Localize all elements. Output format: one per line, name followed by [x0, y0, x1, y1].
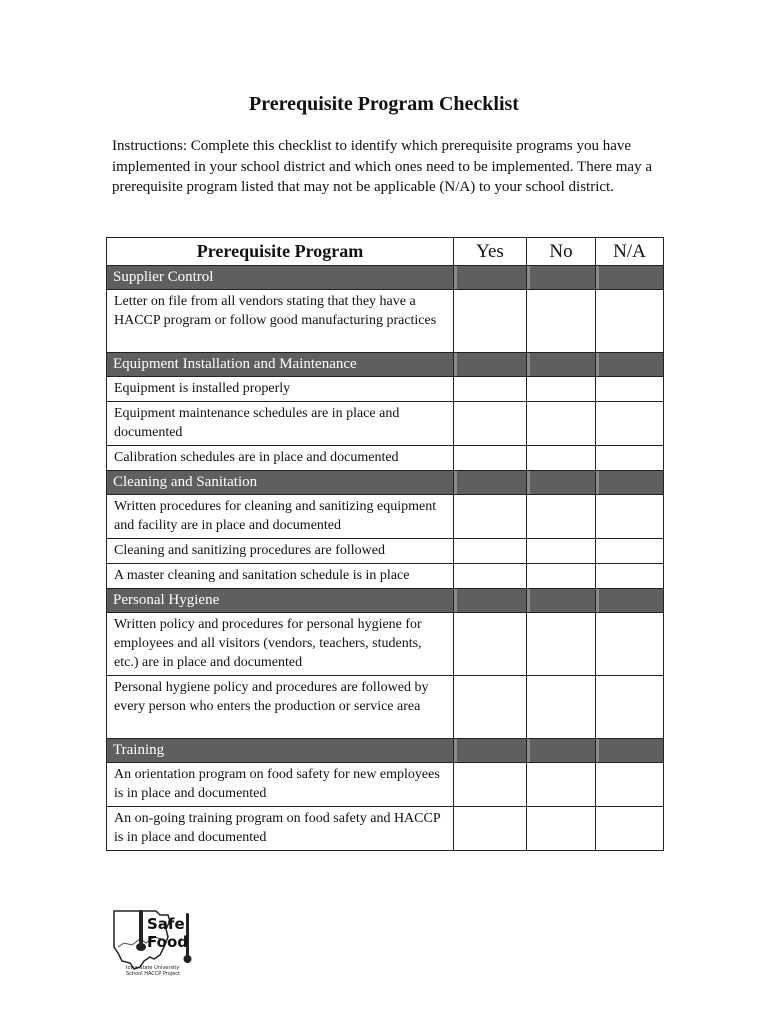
check-cell-no[interactable] [527, 564, 596, 589]
table-row [107, 446, 664, 471]
program-item-label: Written procedures for cleaning and sanitizing equipment and facility are in place and documented [107, 495, 454, 539]
section-row [107, 471, 664, 495]
page-title: Prerequisite Program Checklist [249, 93, 519, 115]
check-cell-no[interactable] [527, 377, 596, 402]
program-item-label: An on-going training program on food safety and HACCP is in place and documented [107, 807, 454, 851]
check-cell-na[interactable] [596, 564, 664, 589]
checklist-body [107, 266, 664, 851]
check-cell-no[interactable] [527, 290, 596, 353]
section-row [107, 739, 664, 763]
check-cell-yes[interactable] [454, 290, 527, 353]
check-cell-yes[interactable] [454, 446, 527, 471]
table-row [107, 377, 664, 402]
logo-word-food: Food [147, 933, 188, 951]
fork-head-icon [136, 943, 146, 951]
program-item-label: Letter on file from all vendors stating that they have a HACCP program or follow good manufacturing practices [107, 290, 454, 353]
section-blank-cell [596, 739, 664, 763]
table-header-row [107, 238, 664, 266]
program-item-label: A master cleaning and sanitation schedule is in place [107, 564, 454, 589]
check-cell-na[interactable] [596, 290, 664, 353]
check-cell-na[interactable] [596, 613, 664, 676]
section-label: Supplier Control [107, 266, 454, 290]
section-blank-cell [596, 353, 664, 377]
checklist-table [106, 237, 664, 851]
section-blank-cell [454, 266, 527, 290]
section-blank-cell [527, 739, 596, 763]
check-cell-na[interactable] [596, 495, 664, 539]
check-cell-na[interactable] [596, 446, 664, 471]
check-cell-na[interactable] [596, 676, 664, 739]
check-cell-yes[interactable] [454, 763, 527, 807]
section-label: Equipment Installation and Maintenance [107, 353, 454, 377]
table-row [107, 495, 664, 539]
program-item-label: Personal hygiene policy and procedures are followed by every person who enters the production or service area [107, 676, 454, 739]
section-blank-cell [454, 589, 527, 613]
check-cell-no[interactable] [527, 676, 596, 739]
check-cell-no[interactable] [527, 495, 596, 539]
check-cell-yes[interactable] [454, 495, 527, 539]
check-cell-na[interactable] [596, 539, 664, 564]
check-cell-yes[interactable] [454, 613, 527, 676]
table-row [107, 676, 664, 739]
check-cell-no[interactable] [527, 539, 596, 564]
check-cell-yes[interactable] [454, 402, 527, 446]
check-cell-no[interactable] [527, 402, 596, 446]
header-prerequisite-program: Prerequisite Program [107, 238, 454, 266]
program-item-label: Cleaning and sanitizing procedures are followed [107, 539, 454, 564]
check-cell-yes[interactable] [454, 676, 527, 739]
logo-caption-line1: Iowa State University [126, 965, 180, 971]
program-item-label: Equipment maintenance schedules are in place and documented [107, 402, 454, 446]
program-item-label: Calibration schedules are in place and documented [107, 446, 454, 471]
check-cell-no[interactable] [527, 446, 596, 471]
fork-icon [139, 910, 143, 944]
table-row [107, 613, 664, 676]
section-blank-cell [596, 266, 664, 290]
table-row [107, 807, 664, 851]
logo-word-safe: Safe [147, 915, 185, 933]
check-cell-na[interactable] [596, 402, 664, 446]
logo-caption-line2: School HACCP Project [126, 971, 180, 977]
check-cell-na[interactable] [596, 377, 664, 402]
section-row [107, 353, 664, 377]
table-row [107, 564, 664, 589]
section-row [107, 589, 664, 613]
section-blank-cell [454, 353, 527, 377]
section-row [107, 266, 664, 290]
section-blank-cell [527, 266, 596, 290]
table-row [107, 290, 664, 353]
check-cell-no[interactable] [527, 807, 596, 851]
check-cell-yes[interactable] [454, 564, 527, 589]
table-row [107, 402, 664, 446]
check-cell-na[interactable] [596, 763, 664, 807]
check-cell-yes[interactable] [454, 807, 527, 851]
section-blank-cell [454, 471, 527, 495]
section-blank-cell [527, 589, 596, 613]
check-cell-yes[interactable] [454, 539, 527, 564]
table-row [107, 763, 664, 807]
section-blank-cell [596, 471, 664, 495]
section-blank-cell [596, 589, 664, 613]
check-cell-no[interactable] [527, 763, 596, 807]
section-label: Cleaning and Sanitation [107, 471, 454, 495]
header-na: N/A [596, 238, 664, 266]
program-item-label: An orientation program on food safety for new employees is in place and documented [107, 763, 454, 807]
section-blank-cell [527, 353, 596, 377]
header-no: No [527, 238, 596, 266]
thermometer-bulb-icon [184, 955, 192, 963]
section-label: Personal Hygiene [107, 589, 454, 613]
program-item-label: Equipment is installed properly [107, 377, 454, 402]
instructions-text: Instructions: Complete this checklist to identify which prerequisite programs you have implemented in your school district and which ones need to be implemented. There may a prerequisite program listed that may not be applicable (N/A) to your school district. [112, 138, 652, 195]
program-item-label: Written policy and procedures for personal hygiene for employees and all visitors (vendors, teachers, students, etc.) are in place and documented [107, 613, 454, 676]
header-yes: Yes [454, 238, 527, 266]
check-cell-na[interactable] [596, 807, 664, 851]
check-cell-no[interactable] [527, 613, 596, 676]
safe-food-logo [110, 907, 202, 977]
section-label: Training [107, 739, 454, 763]
section-blank-cell [527, 471, 596, 495]
section-blank-cell [454, 739, 527, 763]
check-cell-yes[interactable] [454, 377, 527, 402]
table-row [107, 539, 664, 564]
